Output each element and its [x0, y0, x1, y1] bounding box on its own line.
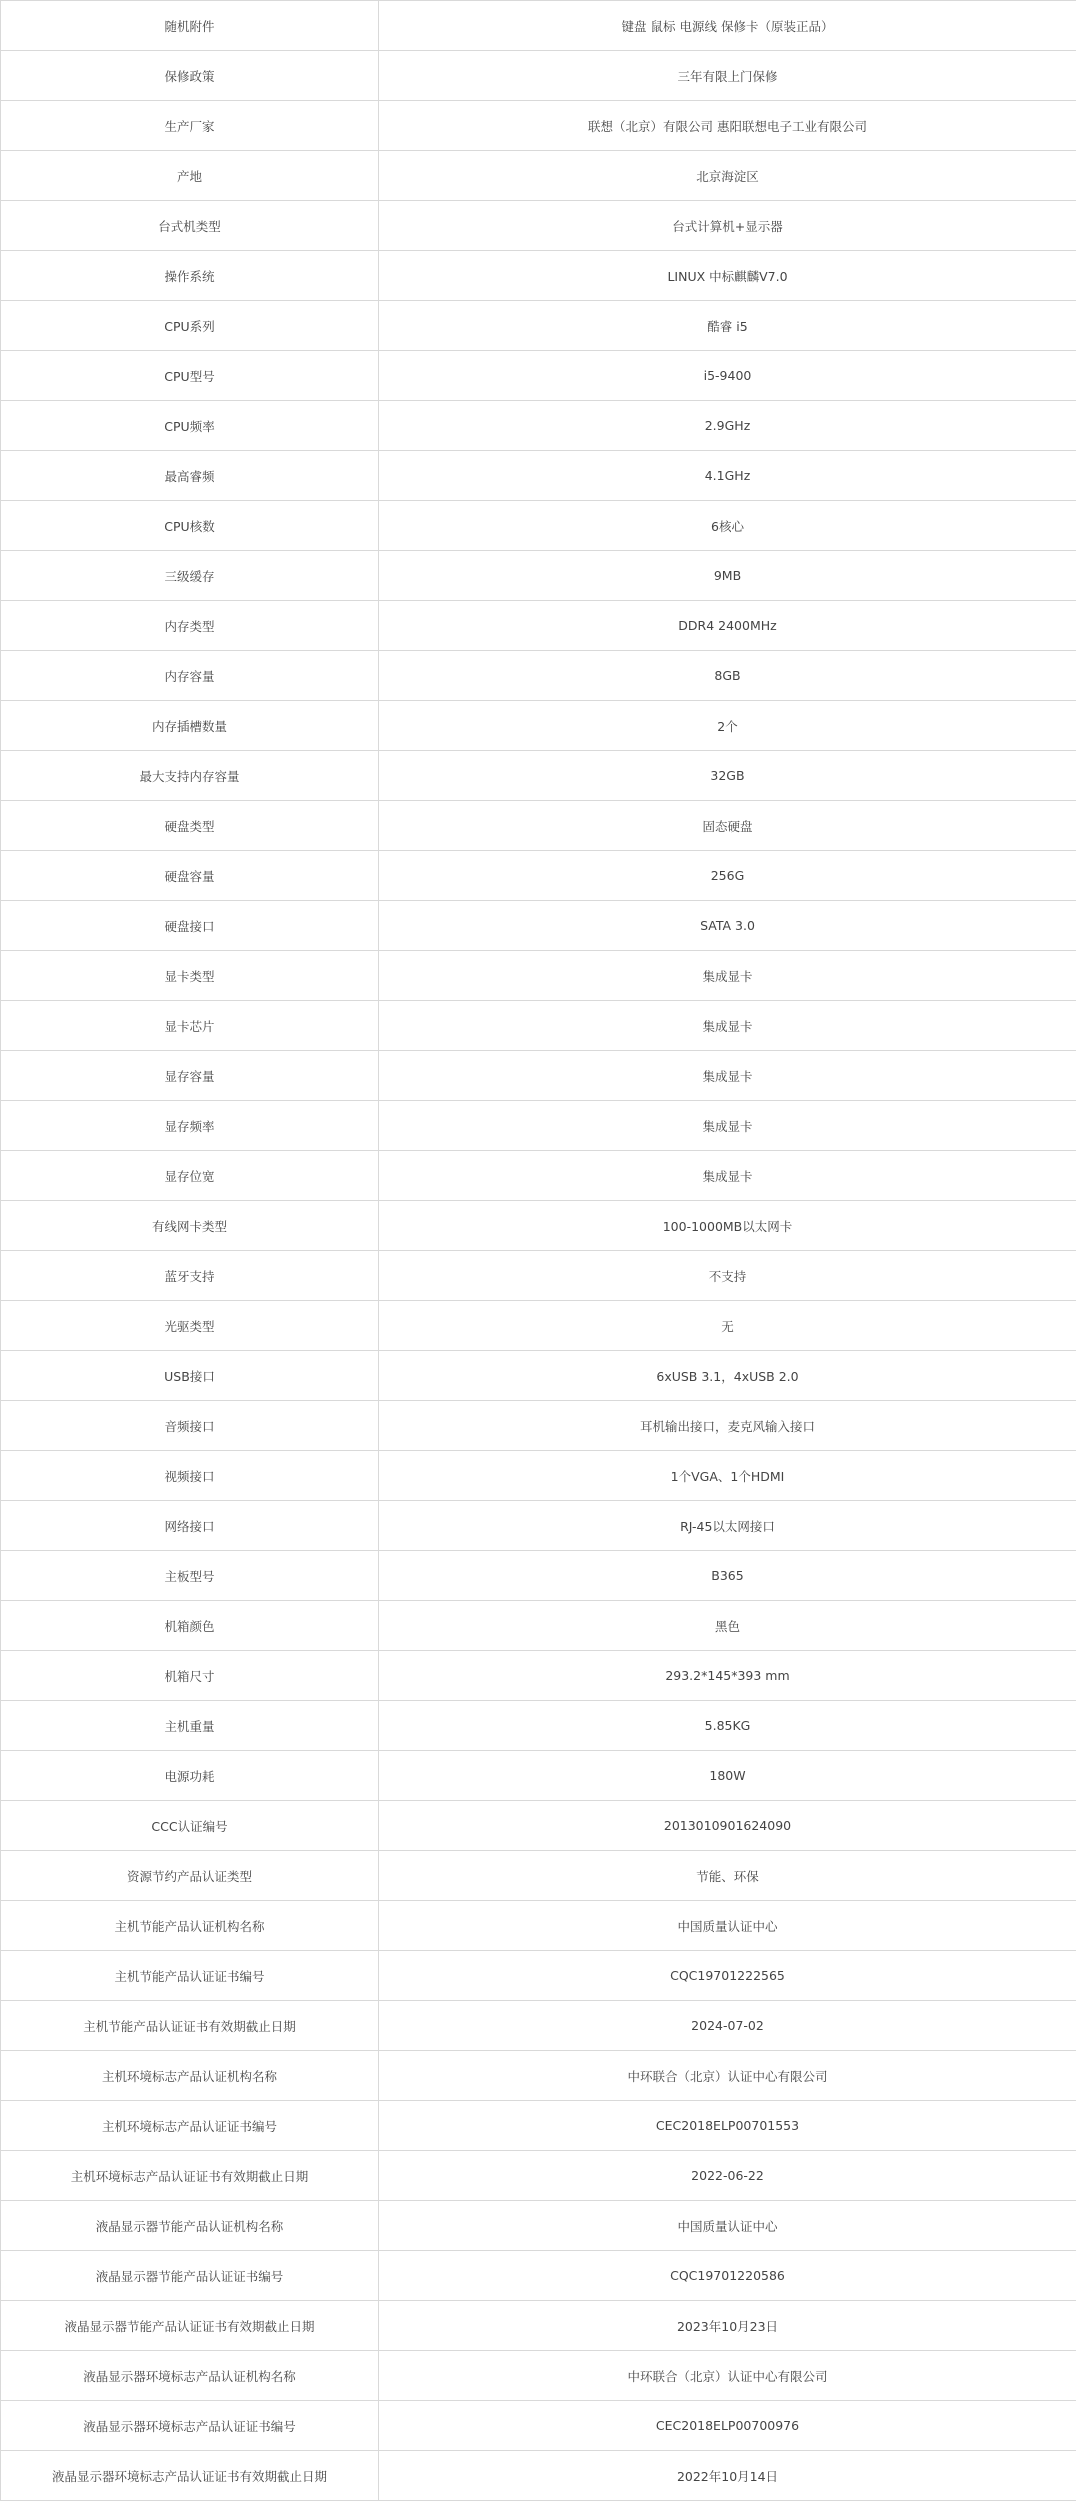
- spec-label: 机箱颜色: [1, 1601, 379, 1651]
- table-row: [1, 1851, 1076, 1901]
- spec-value: 联想（北京）有限公司 惠阳联想电子工业有限公司: [379, 101, 1076, 151]
- spec-label: 硬盘类型: [1, 801, 379, 851]
- spec-label: 液晶显示器节能产品认证证书编号: [1, 2251, 379, 2301]
- spec-value: 北京海淀区: [379, 151, 1076, 201]
- spec-value: 6xUSB 3.1，4xUSB 2.0: [379, 1351, 1076, 1401]
- spec-label: CPU核数: [1, 501, 379, 551]
- spec-label: 液晶显示器节能产品认证证书有效期截止日期: [1, 2301, 379, 2351]
- spec-label: 最大支持内存容量: [1, 751, 379, 801]
- spec-label: 主机节能产品认证证书编号: [1, 1951, 379, 2001]
- spec-value: 9MB: [379, 551, 1076, 601]
- table-row: [1, 701, 1076, 751]
- table-row: [1, 301, 1076, 351]
- table-row: [1, 2401, 1076, 2451]
- spec-value: 集成显卡: [379, 1151, 1076, 1201]
- spec-label: 液晶显示器环境标志产品认证机构名称: [1, 2351, 379, 2401]
- spec-value: 无: [379, 1301, 1076, 1351]
- spec-label: 内存类型: [1, 601, 379, 651]
- table-row: [1, 101, 1076, 151]
- table-row: [1, 601, 1076, 651]
- spec-value: DDR4 2400MHz: [379, 601, 1076, 651]
- table-row: [1, 1701, 1076, 1751]
- spec-value: 黑色: [379, 1601, 1076, 1651]
- spec-value: 2022-06-22: [379, 2151, 1076, 2201]
- spec-value: CEC2018ELP00700976: [379, 2401, 1076, 2451]
- spec-value: 中环联合（北京）认证中心有限公司: [379, 2351, 1076, 2401]
- table-row: [1, 2351, 1076, 2401]
- table-row: [1, 2101, 1076, 2151]
- spec-label: 资源节约产品认证类型: [1, 1851, 379, 1901]
- spec-value: LINUX 中标麒麟V7.0: [379, 251, 1076, 301]
- spec-label: 主机环境标志产品认证证书编号: [1, 2101, 379, 2151]
- spec-label: 内存插槽数量: [1, 701, 379, 751]
- table-row: [1, 2301, 1076, 2351]
- spec-value: 2022年10月14日: [379, 2451, 1076, 2501]
- spec-value: 中环联合（北京）认证中心有限公司: [379, 2051, 1076, 2101]
- spec-value: 5.85KG: [379, 1701, 1076, 1751]
- spec-label: 硬盘容量: [1, 851, 379, 901]
- table-row: [1, 551, 1076, 601]
- spec-value: i5-9400: [379, 351, 1076, 401]
- table-row: [1, 2201, 1076, 2251]
- spec-value: 2023年10月23日: [379, 2301, 1076, 2351]
- table-row: [1, 451, 1076, 501]
- spec-value: 不支持: [379, 1251, 1076, 1301]
- spec-value: 键盘 鼠标 电源线 保修卡（原装正品）: [379, 1, 1076, 51]
- spec-label: 主机节能产品认证证书有效期截止日期: [1, 2001, 379, 2051]
- spec-label: 随机附件: [1, 1, 379, 51]
- spec-value: 固态硬盘: [379, 801, 1076, 851]
- spec-label: 液晶显示器环境标志产品认证证书编号: [1, 2401, 379, 2451]
- table-row: [1, 1501, 1076, 1551]
- table-row: [1, 1201, 1076, 1251]
- table-row: [1, 501, 1076, 551]
- table-row: [1, 851, 1076, 901]
- spec-label: 液晶显示器节能产品认证机构名称: [1, 2201, 379, 2251]
- table-row: [1, 951, 1076, 1001]
- spec-value: 256G: [379, 851, 1076, 901]
- spec-value: 集成显卡: [379, 1051, 1076, 1101]
- table-row: [1, 2451, 1076, 2501]
- spec-table-body: [1, 1, 1076, 2501]
- spec-label: CPU频率: [1, 401, 379, 451]
- table-row: [1, 751, 1076, 801]
- spec-label: 显存位宽: [1, 1151, 379, 1201]
- spec-label: 显卡类型: [1, 951, 379, 1001]
- spec-label: 蓝牙支持: [1, 1251, 379, 1301]
- spec-value: 2.9GHz: [379, 401, 1076, 451]
- spec-label: 台式机类型: [1, 201, 379, 251]
- table-row: [1, 351, 1076, 401]
- spec-label: 显卡芯片: [1, 1001, 379, 1051]
- spec-label: CPU型号: [1, 351, 379, 401]
- spec-value: 集成显卡: [379, 1101, 1076, 1151]
- spec-label: 保修政策: [1, 51, 379, 101]
- spec-value: 293.2*145*393 mm: [379, 1651, 1076, 1701]
- table-row: [1, 1251, 1076, 1301]
- spec-label: 主机节能产品认证机构名称: [1, 1901, 379, 1951]
- spec-label: 主机环境标志产品认证证书有效期截止日期: [1, 2151, 379, 2201]
- table-row: [1, 1601, 1076, 1651]
- spec-value: B365: [379, 1551, 1076, 1601]
- spec-label: 机箱尺寸: [1, 1651, 379, 1701]
- spec-value: 中国质量认证中心: [379, 2201, 1076, 2251]
- spec-value: 6核心: [379, 501, 1076, 551]
- spec-label: 三级缓存: [1, 551, 379, 601]
- table-row: [1, 1951, 1076, 2001]
- spec-label: 内存容量: [1, 651, 379, 701]
- table-row: [1, 1451, 1076, 1501]
- spec-value: 台式计算机+显示器: [379, 201, 1076, 251]
- table-row: [1, 901, 1076, 951]
- table-row: [1, 1301, 1076, 1351]
- spec-label: 光驱类型: [1, 1301, 379, 1351]
- table-row: [1, 1051, 1076, 1101]
- table-row: [1, 251, 1076, 301]
- table-row: [1, 1551, 1076, 1601]
- table-row: [1, 1801, 1076, 1851]
- spec-value: CEC2018ELP00701553: [379, 2101, 1076, 2151]
- spec-value: 4.1GHz: [379, 451, 1076, 501]
- table-row: [1, 2001, 1076, 2051]
- spec-value: 集成显卡: [379, 1001, 1076, 1051]
- table-row: [1, 151, 1076, 201]
- spec-value: 32GB: [379, 751, 1076, 801]
- spec-value: 2013010901624090: [379, 1801, 1076, 1851]
- spec-label: 操作系统: [1, 251, 379, 301]
- table-row: [1, 801, 1076, 851]
- spec-value: 三年有限上门保修: [379, 51, 1076, 101]
- table-row: [1, 2051, 1076, 2101]
- table-row: [1, 1101, 1076, 1151]
- table-row: [1, 2251, 1076, 2301]
- spec-label: 主板型号: [1, 1551, 379, 1601]
- spec-label: USB接口: [1, 1351, 379, 1401]
- table-row: [1, 1751, 1076, 1801]
- spec-label: 网络接口: [1, 1501, 379, 1551]
- spec-label: 生产厂家: [1, 101, 379, 151]
- table-row: [1, 1351, 1076, 1401]
- spec-label: 显存容量: [1, 1051, 379, 1101]
- spec-value: 180W: [379, 1751, 1076, 1801]
- spec-value: 节能、环保: [379, 1851, 1076, 1901]
- spec-value: 2024-07-02: [379, 2001, 1076, 2051]
- spec-value: 1个VGA、1个HDMI: [379, 1451, 1076, 1501]
- spec-label: CCC认证编号: [1, 1801, 379, 1851]
- table-row: [1, 401, 1076, 451]
- table-row: [1, 1151, 1076, 1201]
- spec-label: 硬盘接口: [1, 901, 379, 951]
- spec-label: 音频接口: [1, 1401, 379, 1451]
- table-row: [1, 1901, 1076, 1951]
- table-row: [1, 1401, 1076, 1451]
- spec-value: RJ-45以太网接口: [379, 1501, 1076, 1551]
- spec-label: 主机重量: [1, 1701, 379, 1751]
- spec-value: 耳机输出接口，麦克风输入接口: [379, 1401, 1076, 1451]
- spec-label: CPU系列: [1, 301, 379, 351]
- spec-label: 主机环境标志产品认证机构名称: [1, 2051, 379, 2101]
- spec-label: 最高睿频: [1, 451, 379, 501]
- table-row: [1, 51, 1076, 101]
- table-row: [1, 1001, 1076, 1051]
- table-row: [1, 201, 1076, 251]
- spec-value: 酷睿 i5: [379, 301, 1076, 351]
- table-row: [1, 2151, 1076, 2201]
- spec-label: 液晶显示器环境标志产品认证证书有效期截止日期: [1, 2451, 379, 2501]
- spec-label: 视频接口: [1, 1451, 379, 1501]
- spec-label: 显存频率: [1, 1101, 379, 1151]
- spec-value: SATA 3.0: [379, 901, 1076, 951]
- spec-label: 有线网卡类型: [1, 1201, 379, 1251]
- spec-value: 100-1000MB以太网卡: [379, 1201, 1076, 1251]
- spec-value: CQC19701220586: [379, 2251, 1076, 2301]
- table-row: [1, 1, 1076, 51]
- spec-label: 电源功耗: [1, 1751, 379, 1801]
- table-row: [1, 1651, 1076, 1701]
- spec-value: 8GB: [379, 651, 1076, 701]
- spec-value: 2个: [379, 701, 1076, 751]
- spec-label: 产地: [1, 151, 379, 201]
- spec-value: 中国质量认证中心: [379, 1901, 1076, 1951]
- table-row: [1, 651, 1076, 701]
- spec-value: CQC19701222565: [379, 1951, 1076, 2001]
- spec-value: 集成显卡: [379, 951, 1076, 1001]
